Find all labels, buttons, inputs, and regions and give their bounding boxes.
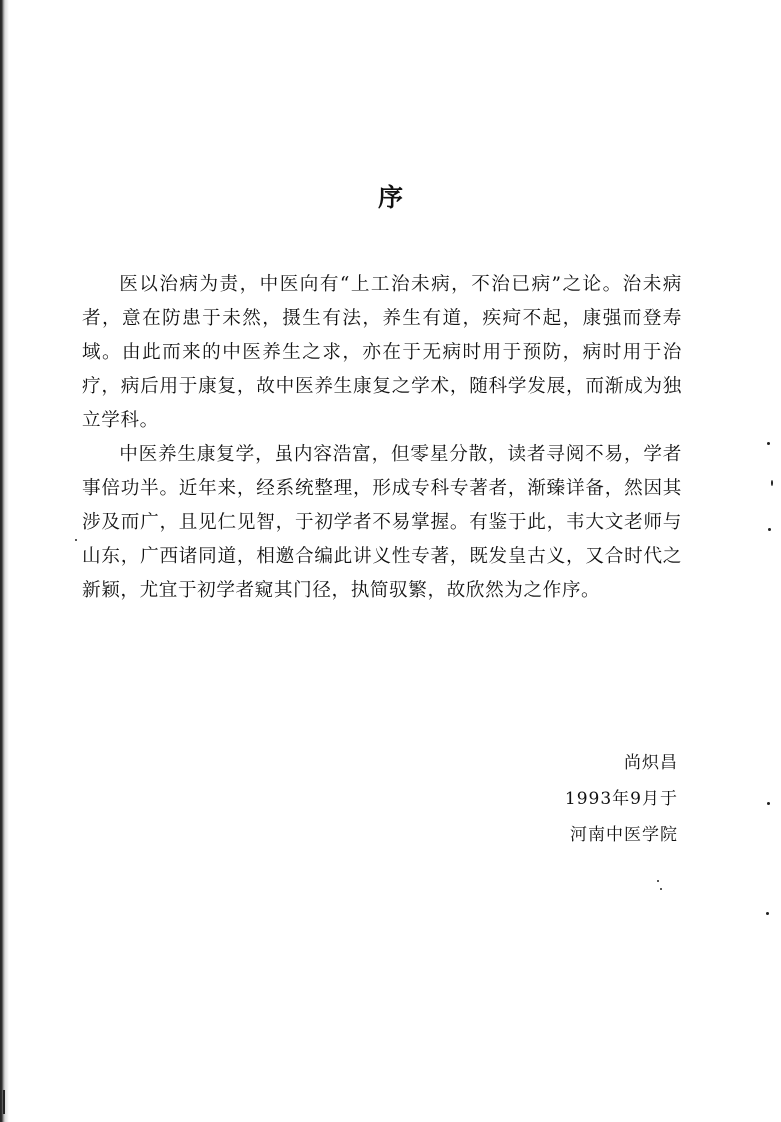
- signature-date: 1993年9月于: [564, 789, 678, 809]
- scan-speck: [75, 539, 77, 541]
- preface-body: [82, 268, 682, 608]
- scan-binding-edge: [0, 0, 9, 1122]
- scan-speck: [768, 528, 771, 531]
- preface-paragraph-1: 医以治病为责，中医向有“上工治未病，不治已病”之论。治未病者，意在防患于未然，摄生有法，养生有道，疾疴不起，康强而登寿域。由此而来的中医养生之求，亦在于无病时用于预防，病时用于治疗，病后用于康复，故中医养生康复之学术，随科学发展，而渐成为独立学科。: [82, 274, 682, 431]
- signature-block: [565, 745, 678, 853]
- scan-speck: [657, 880, 659, 882]
- signature-author: 尚炽昌: [624, 753, 678, 773]
- preface-paragraph-2: 中医养生康复学，虽内容浩富，但零星分散，读者寻阅不易，学者事倍功半。近年来，经系统整理，形成专科专著者，渐臻详备，然因其涉及而广，且见仁见智，于初学者不易掌握。有鉴于此，韦大文老师与山东，广西诸同道，相邀合编此讲义性专著，既发皇古义，又合时代之新颖，尤宜于初学者窥其门径，执简驭繁，故欣然为之作序。: [82, 444, 682, 601]
- scan-speck: [771, 480, 773, 486]
- scan-speck: [766, 912, 769, 915]
- scan-binding-mark: [3, 1090, 5, 1114]
- scan-speck: [767, 442, 770, 445]
- signature-place: 河南中医学院: [570, 825, 678, 845]
- scan-speck: [767, 802, 770, 805]
- scan-speck: [660, 888, 662, 890]
- preface-title: 序: [377, 183, 403, 212]
